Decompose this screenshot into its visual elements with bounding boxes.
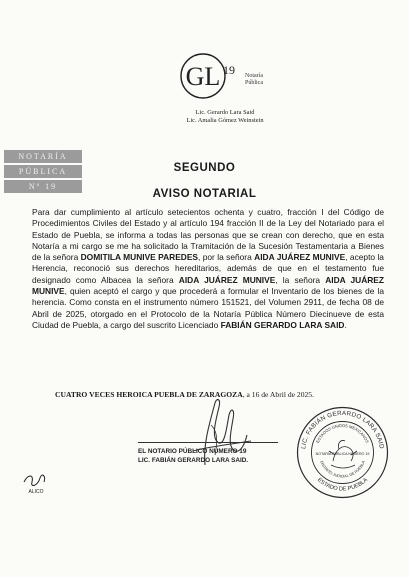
signature-name: LIC. FABIÁN GERARDO LARA SAID. [138, 457, 249, 464]
body-name-4: AIDA JUÁREZ MUNIVE [32, 274, 385, 297]
notary-name-2: Lic. Amalia Gómez Weinstein [186, 117, 264, 124]
signature-block [138, 447, 248, 465]
heading-aviso-notarial: AVISO NOTARIAL [152, 188, 257, 200]
heading-segundo: SEGUNDO [173, 162, 236, 174]
signature-line [138, 442, 278, 443]
body-name-3: AIDA JUÁREZ MUNIVE [178, 274, 276, 285]
logo-side-label [245, 73, 263, 87]
seal-ring-bottom-text: ESTADO DE PUEBLA [316, 477, 369, 493]
seal-ring-text: LIC. FABIÁN GERARDO LARA SAID [300, 409, 385, 450]
body-text-4: , la señora [275, 274, 326, 285]
logo-side-label-2: Pública [245, 80, 263, 86]
place-name: CUATRO VECES HEROICA PUEBLA DE ZARAGOZA [55, 390, 243, 399]
stamp-line-1: NOTARÍA [4, 150, 82, 163]
body-name-5: FABIÁN GERARDO LARA SAID [220, 319, 345, 330]
stamp-line-2: PÚBLICA [4, 165, 82, 178]
notary-name-1: Lic. Gerardo Lara Said [195, 109, 255, 116]
logo-monogram: GL [185, 62, 221, 91]
body-text-3: , acepto la Herencia, reconoció sus derechos hereditarios, además de que en el testamento fue designado como Albacea la señora [32, 252, 384, 285]
stamp-line-3: Nº 19 [4, 180, 82, 193]
body-name-1: DOMITILA MUNIVE PAREDES [80, 252, 199, 263]
date-text: , a 16 de Abril de 2025. [242, 390, 314, 399]
body-name-2: AIDA JUÁREZ MUNIVE [254, 252, 346, 263]
notary-names [150, 109, 300, 125]
body-text-1: Para dar cumplimiento al artículo setecientos ochenta y cuatro, fracción I del Código de Procedimientos Civiles del Estado y al artículo 194 fracción II de la Ley del Notariado para el Estado de Puebla, se informa a todas las personas que se crean con derecho, que en esta Notaría a mi cargo se me ha solicitado la Tramitación de la Sucesión Testamentaria a Bienes de la señora [32, 207, 384, 263]
body-text-6: . [344, 319, 347, 330]
initials-mark [20, 470, 56, 494]
body-text-2: , por la señora [198, 252, 255, 263]
signature-title: EL NOTARIO PÚBLICO NÚMERO 19 [138, 448, 247, 455]
notary-logo [175, 50, 247, 102]
logo-number: 19 [223, 63, 235, 77]
initials-mark-text: ALICO [28, 489, 44, 494]
notary-seal [295, 405, 390, 500]
seal-center-text: NOTARÍA PÚBLICA NÚMERO 19 [315, 452, 370, 456]
seal-inner-top-text: ESTADOS UNIDOS MEXICANOS [315, 422, 370, 444]
seal-inner-bottom-text: DISTRITO JUDICIAL DE PUEBLA [319, 460, 366, 479]
body-text-5: , quien aceptó el cargo y que procederá a formular el Inventario de los bienes de la herencia. Como consta en el instrumento número 151521, del Volumen 2911, de fecha 08 de Abril de 2025, otorgado en el Protocolo de la Notaría Pública Número Diecinueve de esta Ciudad de Puebla, a cargo del suscrito Licenciado [32, 286, 384, 330]
logo-side-label-1: Notaría [245, 73, 263, 79]
notice-body [32, 207, 384, 331]
